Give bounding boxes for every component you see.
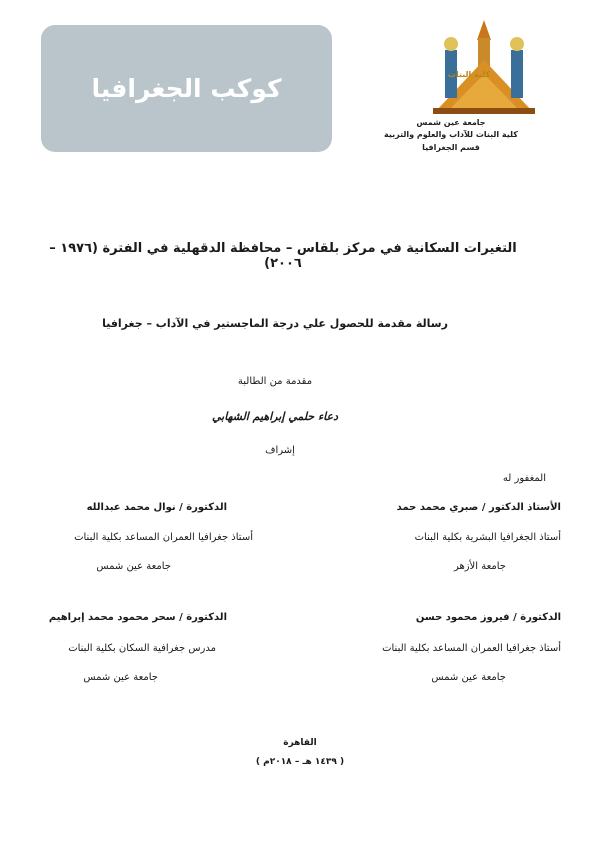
student-name: دعاء حلمي إبراهيم الشهابي: [211, 410, 338, 423]
badge-text: كوكب الجغرافيا: [91, 74, 282, 103]
faculty-logo-icon: [425, 20, 543, 116]
city: القاهرة: [283, 738, 317, 748]
supervisor-name: الدكتورة / سحر محمود محمد إبراهيم: [48, 612, 227, 623]
date-line: ( ١٤٣٩ هـ – ٢٠١٨م ): [255, 757, 345, 767]
supervision-label: إشراف: [265, 445, 295, 456]
supervisor-title: مدرس جغرافية السكان بكلية البنات: [68, 643, 216, 654]
supervisor-institution: جامعة الأزهر: [453, 561, 506, 572]
department-name: قسم الجغرافيا: [422, 143, 480, 152]
supervisor-title: أستاذ جغرافيا العمران المساعد بكلية البنات: [382, 643, 561, 654]
supervisor-name: الأستاذ الدكتور / صبري محمد حمد: [396, 502, 561, 513]
faculty-name: كلية البنات للآداب والعلوم والتربية: [384, 130, 518, 139]
thesis-title: التغيرات السكانية في مركز بلقاس – محافظة الدقهلية في الفترة (١٩٧٦ – ٢٠٠٦): [49, 241, 517, 271]
degree-statement: رسالة مقدمة للحصول علي درجة الماجستير في الآداب – جغرافيا: [102, 317, 448, 330]
supervisor-title: أستاذ جغرافيا العمران المساعد بكلية البنات: [74, 532, 253, 543]
supervisor-name: الدكتورة / نوال محمد عبدالله: [86, 502, 227, 513]
watermark-badge: [41, 25, 332, 152]
late-label: المغفور له: [502, 473, 546, 484]
supervisor-institution: جامعة عين شمس: [83, 672, 158, 683]
supervisor-title: أستاذ الجغرافيا البشرية بكلية البنات: [414, 532, 561, 543]
submitted-by-label: مقدمة من الطالبة: [237, 376, 313, 387]
university-name: جامعة عين شمس: [416, 118, 486, 127]
supervisor-institution: جامعة عين شمس: [431, 672, 506, 683]
supervisor-name: الدكتورة / فيروز محمود حسن: [415, 612, 561, 623]
supervisor-institution: جامعة عين شمس: [96, 561, 171, 572]
logo-caption: كلية البنات: [447, 70, 491, 79]
